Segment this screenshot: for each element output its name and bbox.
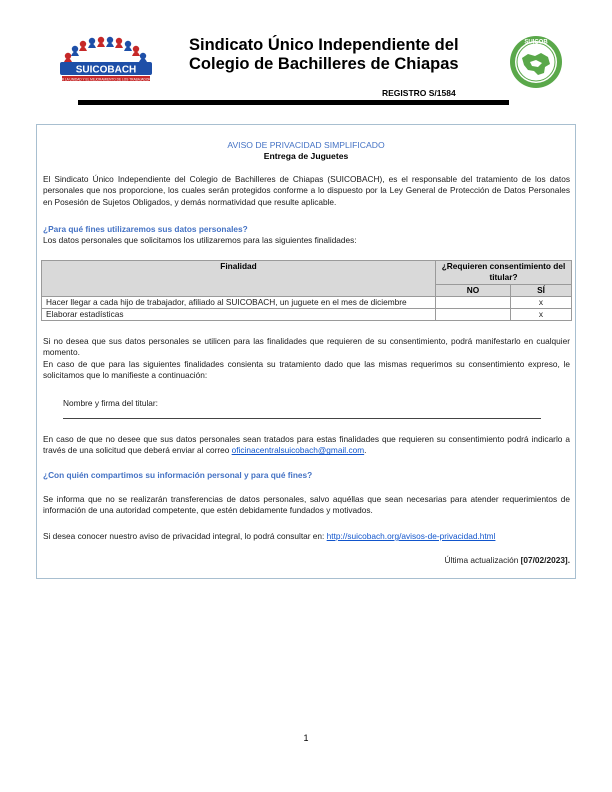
purposes-heading: ¿Para qué fines utilizaremos sus datos personales? bbox=[43, 224, 248, 234]
row-no bbox=[436, 309, 511, 321]
table-row bbox=[42, 309, 572, 321]
share-paragraph: Se informa que no se realizarán transferencias de datos personales, salvo aquéllas que sean necesarias para atender requerimientos de información de una autoridad competente, que estén debidamente fundados y motivados. bbox=[43, 494, 570, 516]
integral-notice-text: Si desea conocer nuestro aviso de privacidad integral, lo podrá consultar en: bbox=[43, 531, 327, 541]
last-update-label: Última actualización bbox=[444, 555, 521, 565]
row-finalidad: Hacer llegar a cada hijo de trabajador, afiliado al SUICOBACH, un juguete en el mes de diciembre bbox=[42, 296, 436, 308]
signature-line bbox=[63, 418, 541, 419]
page-number: 1 bbox=[303, 733, 309, 743]
express-consent-paragraph: En caso de que para las siguientes finalidades consienta su tratamiento dado que las mismas requerimos su consentimiento expreso, le solicitamos que lo manifieste a continuación: bbox=[43, 359, 570, 381]
column-header-si: SÍ bbox=[511, 284, 572, 296]
suicobach-logo bbox=[54, 34, 158, 84]
header-divider bbox=[78, 100, 509, 105]
column-header-no: NO bbox=[436, 284, 511, 296]
suicob-seal-logo bbox=[508, 34, 564, 90]
last-update bbox=[43, 555, 570, 566]
refuse-paragraph bbox=[43, 434, 570, 457]
suicob-seal-icon bbox=[508, 34, 564, 90]
notice-subtitle: Entrega de Juguetes bbox=[263, 151, 349, 161]
column-header-finalidad: Finalidad bbox=[42, 261, 436, 297]
refuse-suffix: . bbox=[364, 445, 367, 456]
purposes-table bbox=[41, 260, 572, 321]
svg-text:SUICOBACH: SUICOBACH bbox=[75, 64, 137, 76]
organization-title-line2: Colegio de Bachilleres de Chiapas bbox=[189, 55, 459, 73]
organization-title-line1: Sindicato Único Independiente del bbox=[189, 36, 459, 54]
registration-number: REGISTRO S/1584 bbox=[382, 88, 456, 98]
organization-title bbox=[189, 36, 489, 74]
table-row bbox=[42, 296, 572, 308]
contact-email-link[interactable]: oficinacentralsuicobach@gmail.com bbox=[231, 445, 365, 456]
purposes-intro: Los datos personales que solicitamos los utilizaremos para las siguientes finalidades: bbox=[43, 235, 357, 245]
suicobach-logo-icon bbox=[54, 34, 158, 84]
integral-notice-paragraph bbox=[43, 531, 570, 542]
svg-text:"POR LA UNIDAD Y EL MEJORAMIEN: "POR LA UNIDAD Y EL MEJORAMIENTO DE LOS TRABAJADORES" bbox=[55, 77, 157, 82]
intro-paragraph: El Sindicato Único Independiente del Colegio de Bachilleres de Chiapas (SUICOBACH), es el responsable del tratamiento de los datos personales que nos proporcione, los cuales serán protegidos conforme a lo dispuesto por la Ley General de Protección de Datos Personales en Posesión de Sujetos Obligados, y demás normatividad que resulte aplicable. bbox=[43, 174, 570, 207]
refuse-text: En caso de que no desee que sus datos personales sean tratados para estas finalidades que requieren su consentimiento podrá indicarlo a través de una solicitud que deberá enviar al correo bbox=[43, 434, 570, 456]
privacy-notice-frame bbox=[36, 124, 576, 579]
share-heading: ¿Con quién compartimos su información personal y para qué fines? bbox=[43, 470, 313, 480]
column-header-consent: ¿Requieren consentimiento del titular? bbox=[436, 261, 572, 285]
row-si: x bbox=[511, 309, 572, 321]
notice-title: AVISO DE PRIVACIDAD SIMPLIFICADO bbox=[227, 140, 385, 150]
last-update-date: [07/02/2023]. bbox=[520, 555, 570, 565]
row-no bbox=[436, 296, 511, 308]
no-consent-paragraph: Si no desea que sus datos personales se utilicen para las finalidades que requieren de su consentimiento, podrá manifestarlo en cualquier momento. bbox=[43, 336, 570, 358]
integral-notice-link[interactable]: http://suicobach.org/avisos-de-privacidad.html bbox=[326, 531, 496, 541]
svg-text:SUICOB: SUICOB bbox=[524, 39, 548, 46]
row-si: x bbox=[511, 296, 572, 308]
signature-label: Nombre y firma del titular: bbox=[63, 398, 158, 408]
row-finalidad: Elaborar estadísticas bbox=[42, 309, 436, 321]
